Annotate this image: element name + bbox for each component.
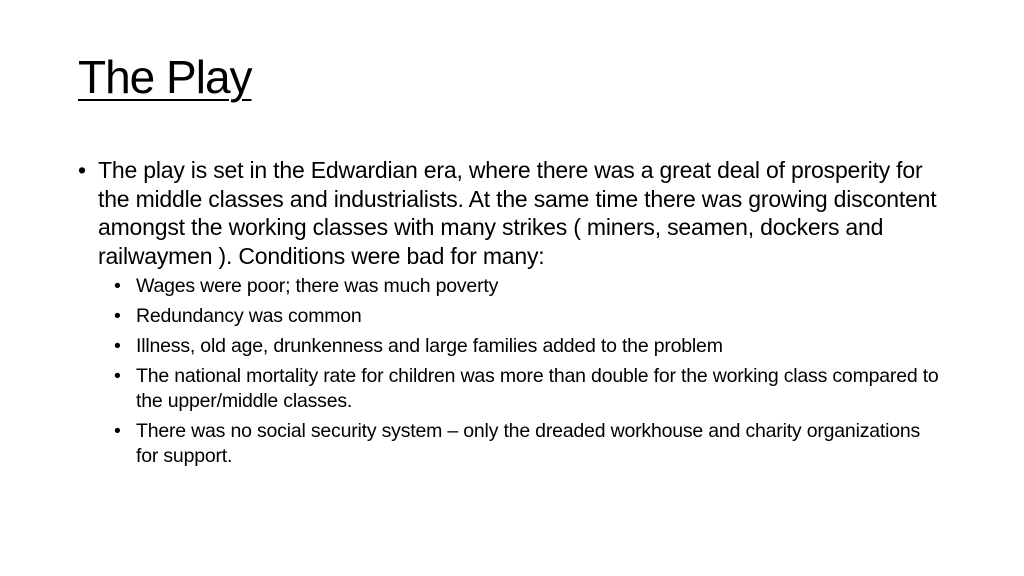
slide-content — [78, 156, 948, 474]
bullet-icon: • — [114, 365, 121, 387]
sub-bullet-text: Illness, old age, drunkenness and large families added to the problem — [136, 335, 723, 357]
bullet-icon: • — [114, 335, 121, 357]
bullet-icon: • — [78, 157, 86, 183]
main-bullet-text: The play is set in the Edwardian era, where there was a great deal of prosperity for the middle classes and industrialists. At the same time there was growing discontent amongst the working classes with many strikes ( miners, seamen, dockers and railwaymen ). Conditions were bad for many: — [98, 157, 937, 269]
sub-bullet — [114, 419, 944, 469]
bullet-icon: • — [114, 420, 121, 442]
sub-bullet — [114, 364, 944, 414]
bullet-icon: • — [114, 305, 121, 327]
bullet-icon: • — [114, 275, 121, 297]
sub-bullet-text: The national mortality rate for children was more than double for the working class compared to the upper/middle classes. — [136, 365, 939, 412]
sub-bullet-list — [114, 274, 944, 469]
sub-bullet-text: There was no social security system – only the dreaded workhouse and charity organizations for support. — [136, 420, 921, 467]
sub-bullet-text: Wages were poor; there was much poverty — [136, 275, 499, 297]
main-bullet — [78, 156, 948, 270]
sub-bullet — [114, 274, 944, 299]
slide-title: The Play — [78, 51, 252, 103]
sub-bullet-text: Redundancy was common — [136, 305, 362, 327]
sub-bullet — [114, 334, 944, 359]
sub-bullet — [114, 304, 944, 329]
